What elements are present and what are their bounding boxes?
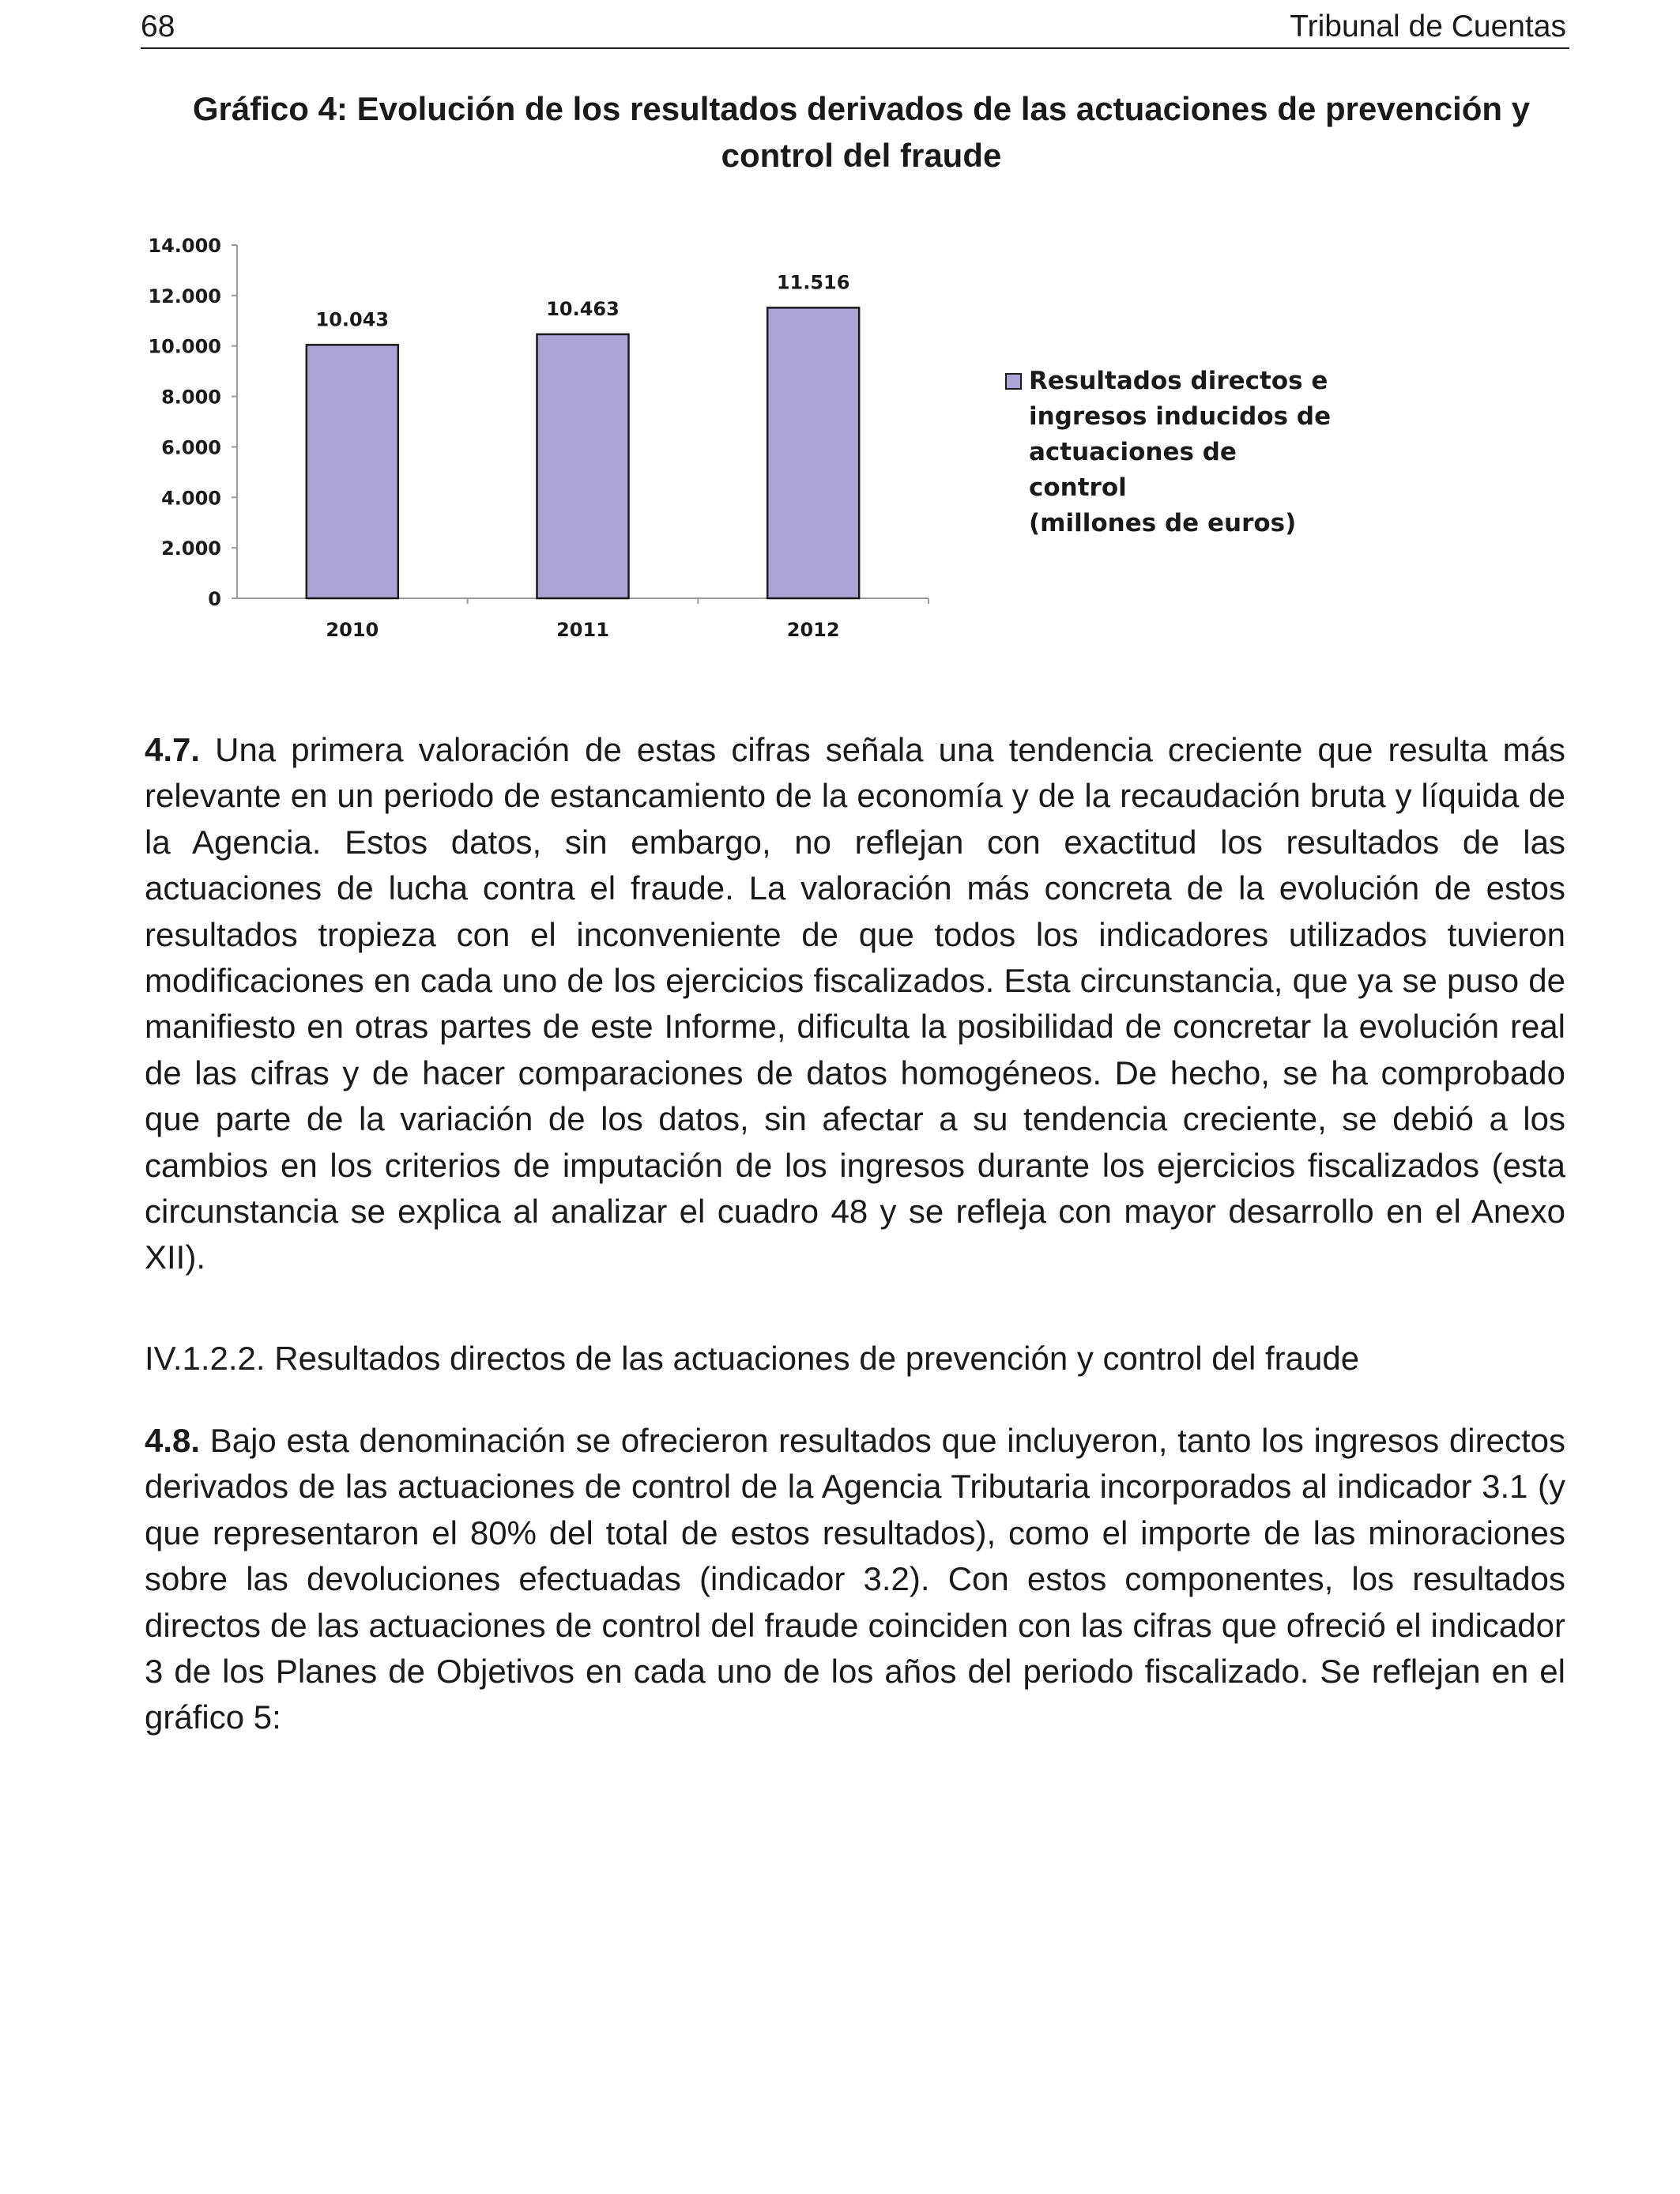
bar-value-label: 10.463 — [546, 297, 620, 320]
x-tick-label: 2010 — [326, 619, 379, 641]
y-tick-label: 4.000 — [161, 487, 221, 510]
bar — [307, 345, 398, 598]
y-tick-label: 0 — [208, 588, 221, 610]
paragraph-number: 4.8. — [145, 1422, 201, 1459]
page-header — [141, 8, 1569, 49]
figure-caption — [95, 85, 1628, 179]
figure-caption-line-2: control del fraude — [721, 137, 1002, 174]
bar-value-label: 11.516 — [776, 271, 850, 294]
x-tick-label: 2011 — [556, 619, 609, 641]
y-tick-label: 12.000 — [148, 285, 221, 307]
x-tick-label: 2012 — [786, 619, 840, 641]
legend-swatch — [1005, 373, 1022, 390]
figure-caption-line-1: Gráfico 4: Evolución de los resultados derivados de las actuaciones de prevención y — [192, 90, 1531, 127]
page-number: 68 — [141, 9, 175, 43]
bar — [767, 307, 859, 598]
running-title: Tribunal de Cuentas — [1290, 9, 1566, 43]
paragraph-4-7 — [145, 727, 1565, 1281]
subsection-heading: IV.1.2.2. Resultados directos de las actuaciones de prevención y control del fraude — [145, 1340, 1360, 1377]
y-tick-label: 2.000 — [161, 537, 221, 560]
y-tick-label: 8.000 — [161, 386, 221, 409]
legend-label: Resultados directos e ingresos inducidos de actuaciones de control (millones de euros) — [1029, 367, 1332, 537]
bar-value-label: 10.043 — [315, 308, 390, 331]
paragraph-text: Una primera valoración de estas cifras señala una tendencia creciente que resulta más relevante en un periodo de estancamiento de la economía y de la recaudación bruta y líquida de la Agencia. Estos datos, sin embargo, no reflejan con exactitud los resultados de las actuaciones de lucha contra el fraude. La valoración más concreta de la evolución de estos resultados tropieza con el inconveniente de que todos los indicadores utilizados tuvieron modificaciones en cada uno de los ejercicios fiscalizados. Esta circunstancia, que ya se puso de manifiesto en otras partes de este Informe, dificulta la posibilidad de concretar la evolución real de las cifras y de hacer comparaciones de datos homogéneos. De hecho, se ha comprobado que parte de la variación de los datos, sin afectar a su tendencia creciente, se debió a los cambios en los criterios de imputación de los ingresos durante los ejercicios fiscalizados (esta circunstancia se explica al analizar el cuadro 48 y se refleja con mayor desarrollo en el Anexo XII). — [145, 731, 1565, 1276]
bar — [537, 334, 629, 598]
bar-chart-canvas — [134, 221, 1004, 664]
y-tick-label: 6.000 — [161, 436, 221, 459]
bar-chart — [134, 221, 1335, 664]
y-tick-label: 10.000 — [148, 335, 221, 358]
paragraph-number: 4.7. — [145, 731, 201, 768]
paragraph-text: Bajo esta denominación se ofrecieron resultados que incluyeron, tanto los ingresos directos derivados de las actuaciones de control de la Agencia Tributaria incorporados al indicador 3.1 (y que representaron el 80% del total de estos resultados), como el importe de las minoraciones sobre las devoluciones efectuadas (indicador 3.2). Con estos componentes, los resultados directos de las actuaciones de control del fraude coinciden con las cifras que ofreció el indicador 3 de los Planes de Objetivos en cada uno de los años del periodo fiscalizado. Se reflejan en el gráfico 5: — [145, 1422, 1565, 1736]
paragraph-4-8 — [145, 1418, 1565, 1741]
y-tick-label: 14.000 — [148, 235, 221, 257]
